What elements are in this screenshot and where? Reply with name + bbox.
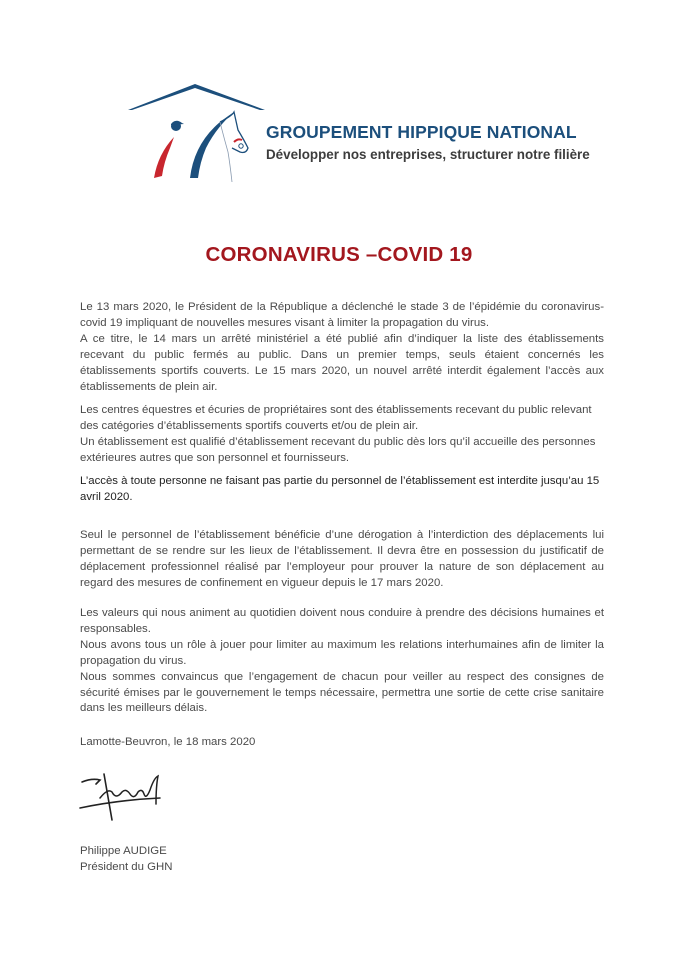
place-and-date: Lamotte-Beuvron, le 18 mars 2020: [80, 736, 256, 748]
paragraph-epidemic-stage: [80, 300, 604, 395]
paragraph-staff-derogation: [80, 528, 604, 592]
paragraph-line: L’accès à toute personne ne faisant pas partie du personnel de l’établissement est interdite jusqu’au 15 avril 2020.: [80, 475, 600, 503]
ghn-logo-icon: [120, 82, 270, 182]
paragraph-line: Le 13 mars 2020, le Président de la République a déclenché le stade 3 de l’épidémie du coronavirus-covid 19 impliquant de nouvelles mesures visant à limiter la propagation du virus.: [80, 301, 604, 329]
paragraph-equestrian-centres: [80, 403, 604, 467]
paragraph-line: Nous avons tous un rôle à jouer pour limiter au maximum les relations interhumaines afin de limiter la propagation du virus.: [80, 638, 604, 667]
paragraph-access-ban: [80, 474, 604, 506]
paragraph-line: Les centres équestres et écuries de propriétaires sont des établissements recevant du public relevant des catégories d’établissements sportifs couverts et/ou de plein air.: [80, 404, 592, 432]
letterhead: [0, 0, 678, 200]
organization-tagline: Développer nos entreprises, structurer notre filière: [266, 147, 590, 162]
organization-name: GROUPEMENT HIPPIQUE NATIONAL: [266, 122, 577, 142]
paragraph-line: A ce titre, le 14 mars un arrêté ministériel a été publié afin d’indiquer la liste des établissements recevant du public fermés au public. Dans un premier temps, seuls étaient concernés les établissements sportifs couverts. Le 15 mars 2020, un nouvel arrêté interdit également l’accès aux établissements de plein air.: [80, 332, 604, 393]
signer-title: Président du GHN: [80, 860, 173, 873]
paragraph-line: Un établissement est qualifié d’établissement recevant du public dès lors qu’il accueille des personnes extérieures autres que son personnel et fournisseurs.: [80, 435, 596, 464]
signature-icon: [78, 770, 168, 825]
paragraph-line: Les valeurs qui nous animent au quotidien doivent nous conduire à prendre des décisions humaines et responsables.: [80, 607, 604, 635]
signer-name: Philippe AUDIGE: [80, 845, 167, 857]
signer-block: [80, 844, 604, 876]
paragraph-line: Nous sommes convaincus que l’engagement de chacun pour veiller au respect des consignes de sécurité émises par le gouvernement le temps nécessaire, permettra une sortie de cette crise sanitaire dans les meilleurs délais.: [80, 670, 604, 715]
document-title: CORONAVIRUS –COVID 19: [205, 243, 473, 266]
paragraph-line: Seul le personnel de l’établissement bénéficie d’une dérogation à l’interdiction des déplacements lui permettant de se rendre sur les lieux de l’établissement. Il devra être en possession du justificatif de déplacement professionnel réalisé par l’employeur pour prouver la nature de son déplacement au regard des mesures de confinement en vigueur depuis le 17 mars 2020.: [80, 529, 604, 589]
paragraph-values: [80, 606, 604, 717]
